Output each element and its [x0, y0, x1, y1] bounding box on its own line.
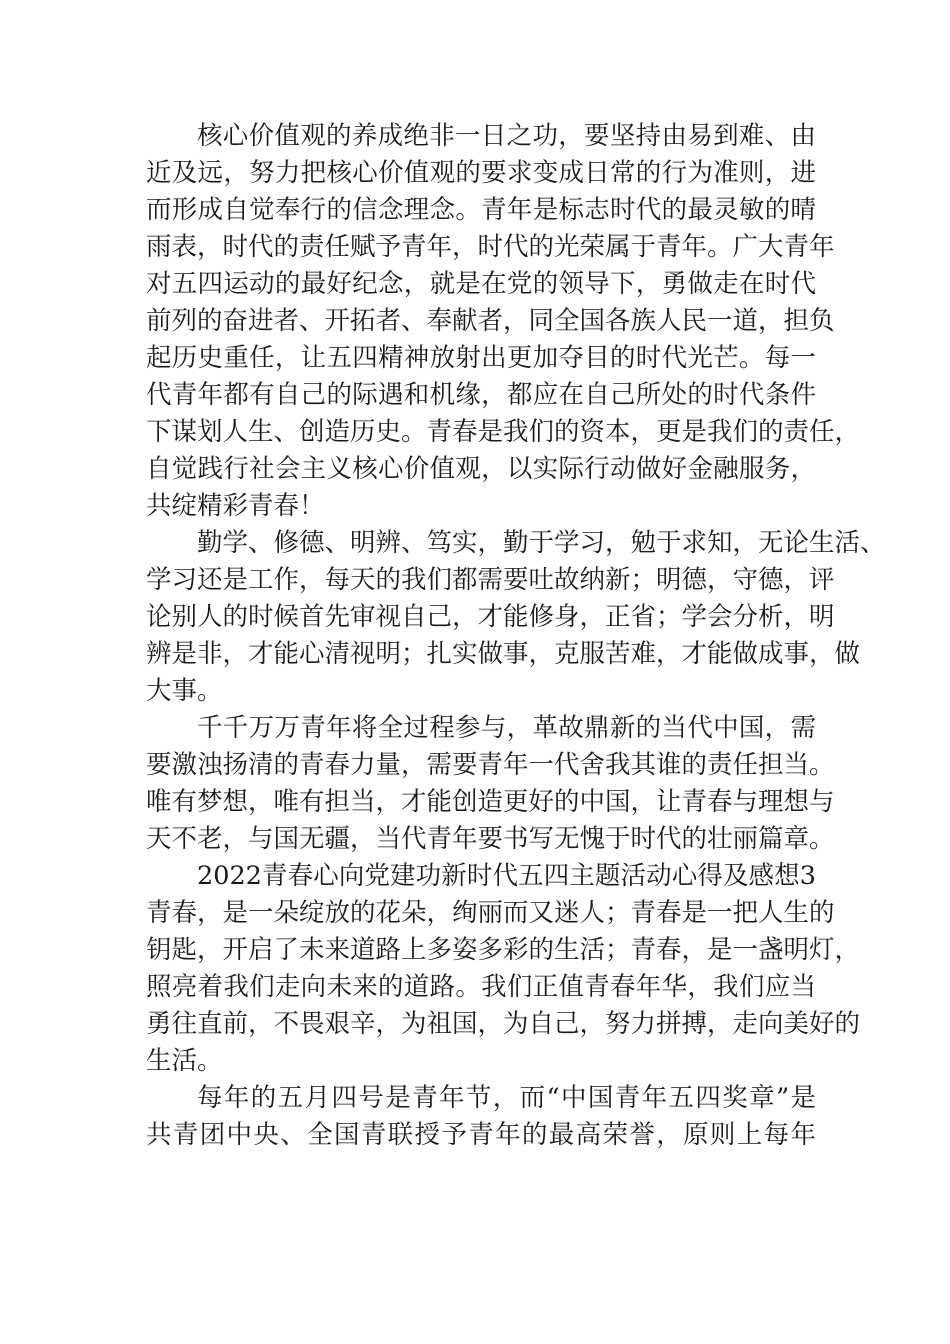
text-line: 代青年都有自己的际遇和机缘，都应在自己所处的时代条件 — [146, 380, 816, 410]
text-line: 前列的奋进者、开拓者、奉献者，同全国各族人民一道，担负 — [146, 306, 835, 336]
text-line: 大事。 — [146, 676, 223, 706]
text-line: 核心价值观的养成绝非一日之功，要坚持由易到难、由 — [197, 121, 816, 151]
text-line: 照亮着我们走向未来的道路。我们正值青春年华，我们应当 — [146, 972, 816, 1002]
text-line: 要激浊扬清的青春力量，需要青年一代舍我其谁的责任担当。 — [146, 750, 835, 780]
text-line: 下谋划人生、创造历史。青春是我们的资本，更是我们的责任， — [146, 417, 861, 447]
text-line: 雨表，时代的责任赋予青年，时代的光荣属于青年。广大青年 — [146, 232, 835, 262]
text-line: 自觉践行社会主义核心价值观，以实际行动做好金融服务， — [146, 454, 816, 484]
text-line: 起历史重任，让五四精神放射出更加夺目的时代光芒。每一 — [146, 343, 816, 373]
paragraph-4 — [146, 895, 861, 1080]
text-line: 共绽精彩青春！ — [146, 491, 325, 521]
text-line: 钥匙，开启了未来道路上多姿多彩的生活；青春，是一盏明灯， — [146, 935, 861, 965]
text-line: 青春，是一朵绽放的花朵，绚丽而又迷人；青春是一把人生的 — [146, 898, 835, 928]
body-text — [146, 118, 886, 1154]
text-line: 生活。 — [146, 1046, 223, 1076]
heading-line: 2022青春心向党建功新时代五四主题活动心得及感想3 — [197, 861, 816, 891]
text-line: 千千万万青年将全过程参与，革故鼎新的当代中国，需 — [197, 713, 816, 743]
text-line: 近及远，努力把核心价值观的要求变成日常的行为准则，进 — [146, 158, 816, 188]
paragraph-5 — [146, 1080, 816, 1154]
text-line: 勤学、修德、明辨、笃实，勤于学习，勉于求知，无论生活、 — [197, 528, 886, 558]
paragraph-2 — [146, 525, 886, 710]
text-line: 辨是非，才能心清视明；扎实做事，克服苦难，才能做成事，做 — [146, 639, 861, 669]
text-line: 论别人的时候首先审视自己，才能修身，正省；学会分析，明 — [146, 602, 835, 632]
text-line: 学习还是工作，每天的我们都需要吐故纳新；明德，守德，评 — [146, 565, 835, 595]
text-line: 而形成自觉奉行的信念理念。青年是标志时代的最灵敏的晴 — [146, 195, 816, 225]
text-line: 对五四运动的最好纪念，就是在党的领导下，勇做走在时代 — [146, 269, 816, 299]
text-line: 唯有梦想，唯有担当，才能创造更好的中国，让青春与理想与 — [146, 787, 835, 817]
section-heading — [146, 858, 816, 895]
paragraph-3 — [146, 710, 835, 858]
paragraph-1 — [146, 118, 861, 525]
text-line: 天不老，与国无疆，当代青年要书写无愧于时代的壮丽篇章。 — [146, 824, 835, 854]
text-line: 勇往直前，不畏艰辛，为祖国，为自己，努力拼搏，走向美好的 — [146, 1009, 861, 1039]
text-line: 每年的五月四号是青年节，而“中国青年五四奖章”是 — [197, 1083, 816, 1113]
text-line: 共青团中央、全国青联授予青年的最高荣誉，原则上每年 — [146, 1120, 816, 1150]
